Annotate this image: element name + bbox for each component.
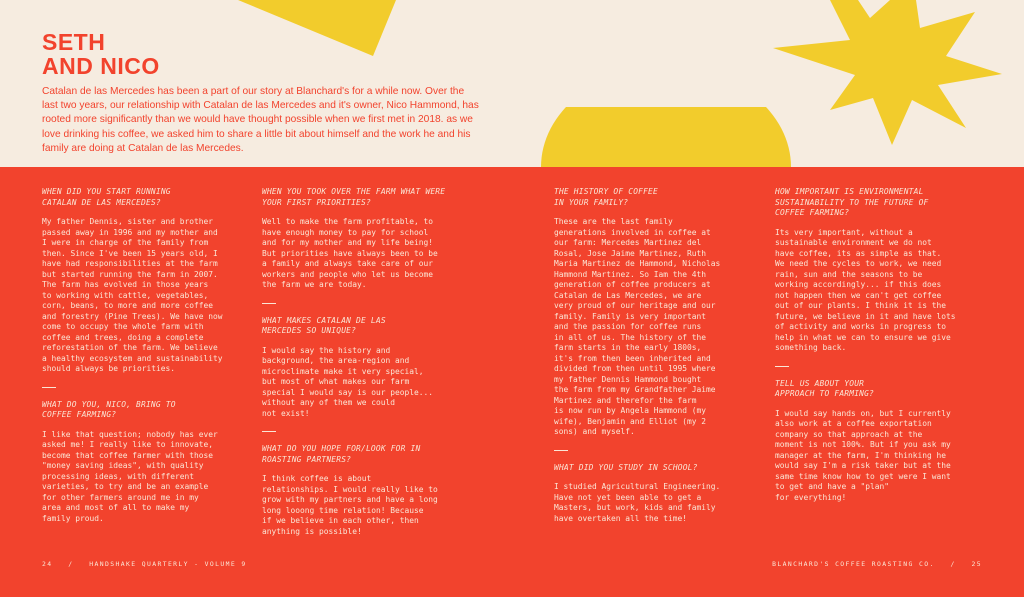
question: WHAT MAKES CATALAN DE LAS MERCEDES SO UNIQUE? bbox=[262, 315, 386, 335]
page-title bbox=[42, 30, 160, 78]
yellow-starburst-shape bbox=[770, 0, 1024, 167]
answer: I would say hands on, but I currently also work at a coffee exportation company so that approach at the moment is not 100%. But if you ask my manager at the farm, I'm thinking he would say I'm a risk taker but at the same time know how to get were I want to get and have a "plan" for everything! bbox=[775, 408, 951, 502]
divider bbox=[775, 366, 789, 367]
interview-column-2 bbox=[262, 187, 452, 549]
divider bbox=[554, 450, 568, 451]
answer: I studied Agricultural Engineering. Have not yet been able to get a Masters, but work, kids and family have overtaken all the time! bbox=[554, 482, 721, 523]
question: WHAT DID YOU STUDY IN SCHOOL? bbox=[554, 462, 698, 472]
question: THE HISTORY OF COFFEE IN YOUR FAMILY? bbox=[554, 187, 658, 207]
question: TELL US ABOUT YOUR APPROACH TO FARMING? bbox=[775, 378, 875, 398]
answer: I like that question; nobody has ever asked me! I really like to innovate, become that coffee farmer with those "money saving ideas", with quality processing ideas, with different varieties, to try and be an example for other farmers around me in my area and most of all to make my family proud. bbox=[42, 429, 218, 523]
answer: My father Dennis, sister and brother passed away in 1996 and my mother and I were in charge of the family from then. Since I've been 15 years old, I have had responsibilities at the farm but started running the farm in 2007. The farm has evolved in those years to working with cattle, vegetables, corn, beans, to more and more coffee and forestry (Pine Trees). We have now come to occupy the whole farm with coffee and trees, doing a complete reforestation of the farm. We believe a healthy ecosystem and sustainability should always be priorities. bbox=[42, 217, 223, 373]
answer: Its very important, without a sustainable environment we do not have coffee, its as simple as that. We need the cycles to work, we need rain, sun and the seasons to be working accordingly... if this does not happen then we can't get coffee out of our plants. I think it is the future, we believe in it and have lots of activity and works in progress to help in what we can to ensure we give something back. bbox=[775, 227, 956, 352]
interview-column-3 bbox=[554, 187, 744, 536]
answer: Well to make the farm profitable, to have enough money to pay for school and for my mother and my life being! But priorities have always been to be a family and always take care of our workers and people who let us become the farm we are today. bbox=[262, 217, 438, 289]
interview-column-1 bbox=[42, 187, 232, 536]
yellow-semicircle-shape bbox=[541, 107, 791, 167]
question: WHEN DID YOU START RUNNING CATALAN DE LAS MERCEDES? bbox=[42, 187, 171, 207]
answer: These are the last family generations involved in coffee at our farm: Mercedes Martinez del Rosal, Jose Jaime Martinez, Ruth Maria Martinez de Hammond, Nicholas Hammond Martinez. So Iam the 4th generation of coffee producers at Catalan de Las Mercedes, we are very proud of our heritage and our family. Family is very important and the passion for coffee runs in all of us. The history of the farm starts in the early 1800s, it's from then been inherited and divided from then until 1995 where my father Dennis Hammond bought the farm from my Grandfather Jaime Martinez and therefor the farm is now run by Angela Hammond (my wife), Benjamin and Elliot (my 2 sons) and myself. bbox=[554, 217, 721, 436]
title-line-1: SETH bbox=[42, 29, 106, 55]
yellow-triangle-shape bbox=[238, 0, 398, 60]
footer-left-page-number: 24 / HANDSHAKE QUARTERLY - VOLUME 9 bbox=[42, 560, 247, 568]
footer-right-page-number: BLANCHARD'S COFFEE ROASTING CO. / 25 bbox=[772, 560, 982, 568]
question: WHEN YOU TOOK OVER THE FARM WHAT WERE YOUR FIRST PRIORITIES? bbox=[262, 187, 446, 207]
question: WHAT DO YOU HOPE FOR/LOOK FOR IN ROASTING PARTNERS? bbox=[262, 444, 421, 464]
title-line-2: AND NICO bbox=[42, 53, 160, 79]
answer: I would say the history and background, the area-region and microclimate make it very special, but most of what makes our farm special I would say is our people... without any of them we could not exist! bbox=[262, 345, 434, 418]
divider bbox=[42, 387, 56, 388]
question: WHAT DO YOU, NICO, BRING TO COFFEE FARMING? bbox=[42, 399, 176, 419]
answer: I think coffee is about relationships. I would really like to grow with my partners and have a long long looong time relation! Because if we believe in each other, then anything is possible! bbox=[262, 474, 438, 536]
question: HOW IMPORTANT IS ENVIRONMENTAL SUSTAINABILITY TO THE FUTURE OF COFFEE FARMING? bbox=[775, 187, 929, 217]
top-section bbox=[0, 0, 1024, 167]
intro-paragraph: Catalan de las Mercedes has been a part of our story at Blanchard's for a while now. Over the last two years, our relationship with Catalan de las Mercedes and it's owner, Nico Hammond, has rooted more significantly than we would have thought possible when we first met in 2018. as we love drinking his coffee, we asked him to share a little bit about himself and the work he and his family are doing at Catalan de las Mercedes. bbox=[42, 86, 479, 154]
interview-column-4 bbox=[775, 187, 965, 515]
divider bbox=[262, 431, 276, 432]
divider bbox=[262, 303, 276, 304]
